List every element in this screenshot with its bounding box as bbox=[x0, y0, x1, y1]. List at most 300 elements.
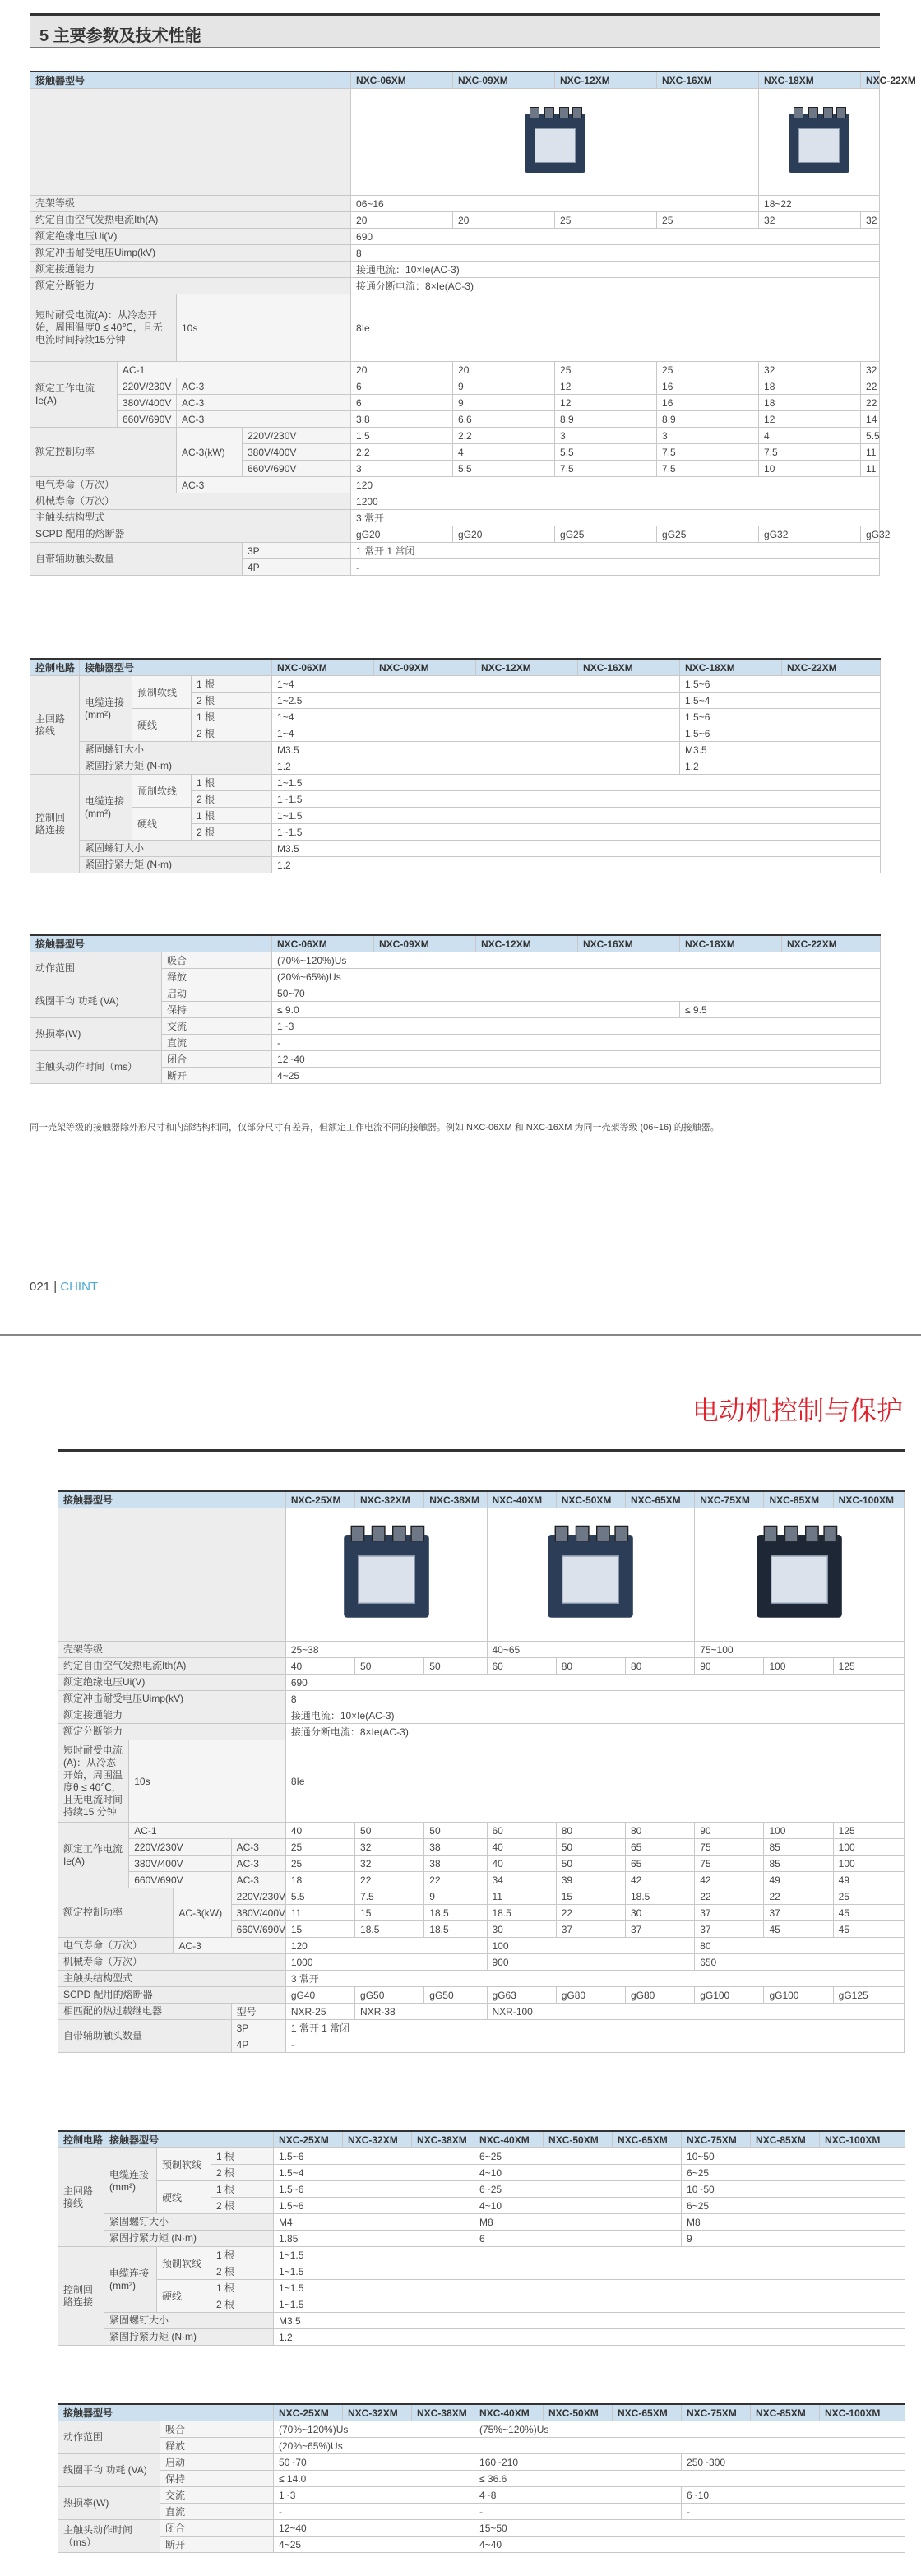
cell: 1~1.5 bbox=[274, 2296, 905, 2313]
row-label: 自带辅助触头数量 bbox=[30, 543, 243, 576]
cell: 65 bbox=[625, 1856, 694, 1872]
cell: 1.5~4 bbox=[274, 2165, 474, 2181]
cell: 11 bbox=[861, 444, 880, 461]
model-col: NXC-25XM bbox=[274, 2131, 343, 2148]
cell: 40~65 bbox=[487, 1642, 695, 1658]
header-model: 接触器型号 bbox=[30, 935, 272, 952]
cell: 1~3 bbox=[274, 2487, 474, 2504]
cell: gG40 bbox=[285, 1987, 354, 2004]
row-label: SCPD 配用的熔断器 bbox=[30, 526, 351, 543]
model-col: NXC-25XM bbox=[274, 2404, 343, 2421]
cell: 4 bbox=[759, 428, 861, 444]
page-number: 021 | CHINT bbox=[30, 1280, 99, 1294]
model-col: NXC-100XM bbox=[820, 2404, 905, 2421]
model-col: NXC-22XM bbox=[782, 935, 881, 952]
row-label: 紧固拧紧力矩 (N·m) bbox=[104, 2231, 274, 2247]
cell: 16 bbox=[657, 378, 759, 395]
model-col: NXC-32XM bbox=[343, 2404, 412, 2421]
model-col: NXC-06XM bbox=[272, 659, 374, 676]
cell: 25 bbox=[285, 1839, 354, 1856]
cell: 40 bbox=[487, 1839, 556, 1856]
cell: 1200 bbox=[351, 493, 880, 510]
cell: 7.5 bbox=[759, 444, 861, 461]
cell: 型号 bbox=[231, 2004, 285, 2020]
cell: 8Ie bbox=[351, 294, 880, 362]
cell: 2 根 bbox=[192, 824, 272, 841]
cell: 6 bbox=[474, 2231, 682, 2247]
cell: 接通分断电流：8×Ie(AC-3) bbox=[351, 278, 880, 294]
cell: AC-3 bbox=[177, 411, 351, 428]
cell: 1 常开 1 常闭 bbox=[351, 543, 880, 559]
cell: 50 bbox=[424, 1823, 487, 1839]
cell: 380V/400V bbox=[129, 1856, 231, 1872]
cell: 6~25 bbox=[682, 2165, 905, 2181]
cell: 1.2 bbox=[272, 758, 680, 775]
model-col: NXC-50XM bbox=[556, 1491, 625, 1508]
cell: 15 bbox=[355, 1905, 424, 1921]
cell: M3.5 bbox=[272, 841, 881, 857]
cell: 660V/690V bbox=[129, 1872, 231, 1888]
contactor-photo bbox=[539, 1523, 642, 1627]
cell: (70%~120%)Us bbox=[272, 952, 881, 969]
cell: 18 bbox=[759, 395, 861, 411]
cell: 11 bbox=[487, 1888, 556, 1905]
frame-value: 06~16 bbox=[351, 196, 759, 212]
model-col: NXC-50XM bbox=[544, 2404, 613, 2421]
cell: 3P bbox=[231, 2020, 285, 2036]
cell: 1.5~6 bbox=[680, 676, 881, 693]
cell: 85 bbox=[764, 1839, 833, 1856]
cell: 16 bbox=[657, 395, 759, 411]
row-label: 电缆连接(mm²) bbox=[80, 775, 132, 841]
row-label: 约定自由空气发热电流Ith(A) bbox=[30, 212, 351, 229]
cell: 25 bbox=[657, 212, 759, 229]
title-rule bbox=[58, 1449, 905, 1452]
cell: 60 bbox=[487, 1823, 556, 1839]
cell: 20 bbox=[453, 212, 555, 229]
cell: NXR-38 bbox=[355, 2004, 487, 2020]
cell: 7.5 bbox=[355, 1888, 424, 1905]
cell: gG20 bbox=[453, 526, 555, 543]
cell: 49 bbox=[833, 1872, 904, 1888]
row-label: 额定接通能力 bbox=[58, 1707, 286, 1724]
cell: 32 bbox=[759, 362, 861, 378]
model-col: NXC-50XM bbox=[544, 2131, 613, 2148]
cell: 8 bbox=[285, 1691, 904, 1707]
cell: 4P bbox=[243, 559, 351, 576]
cell: 直流 bbox=[160, 2504, 274, 2520]
cell: 30 bbox=[487, 1921, 556, 1938]
header-ctrl: 控制电路 bbox=[30, 659, 80, 676]
cell: 10~50 bbox=[682, 2148, 905, 2165]
cell: 4~10 bbox=[474, 2198, 682, 2214]
cell: 37 bbox=[695, 1905, 764, 1921]
cell: 690 bbox=[351, 229, 880, 245]
row-label: 主触头结构型式 bbox=[30, 510, 351, 526]
model-col: NXC-18XM bbox=[759, 72, 861, 89]
cell: gG100 bbox=[764, 1987, 833, 2004]
row-label: 紧固螺钉大小 bbox=[80, 841, 272, 857]
cell: - bbox=[272, 1035, 881, 1051]
cell: 5.5 bbox=[555, 444, 657, 461]
model-col: NXC-32XM bbox=[355, 1491, 424, 1508]
page-title: 电动机控制与保护 bbox=[692, 1396, 903, 1425]
row-label: 额定分断能力 bbox=[58, 1724, 286, 1740]
cell: (75%~120%)Us bbox=[474, 2421, 905, 2438]
photo-label-cell bbox=[30, 89, 351, 196]
cell: 37 bbox=[556, 1921, 625, 1938]
cell: 25 bbox=[555, 212, 657, 229]
cell: 1.5~6 bbox=[274, 2181, 474, 2198]
row-label: 相匹配的热过载继电器 bbox=[58, 2004, 232, 2020]
cell: 交流 bbox=[160, 2487, 274, 2504]
model-col: NXC-18XM bbox=[680, 935, 782, 952]
cell: 25 bbox=[555, 362, 657, 378]
row-label: 自带辅助触头数量 bbox=[58, 2020, 232, 2053]
row-label: 紧固螺钉大小 bbox=[104, 2214, 274, 2231]
cell: 11 bbox=[861, 461, 880, 477]
cell: 1~1.5 bbox=[272, 791, 881, 808]
cell: 12 bbox=[555, 378, 657, 395]
row-label: 短时耐受电流(A)：从冷态开始，周围温度θ ≤ 40℃，且无电流时间持续15 分钟 bbox=[58, 1740, 129, 1823]
cell: 1 根 bbox=[192, 775, 272, 791]
header-ctrl: 控制电路 bbox=[58, 2131, 104, 2148]
cell: 3.8 bbox=[351, 411, 453, 428]
cell: 1~1.5 bbox=[272, 775, 881, 791]
cell: 690 bbox=[285, 1675, 904, 1691]
cell: 1 常开 1 常闭 bbox=[285, 2020, 904, 2036]
cell: 15~50 bbox=[474, 2520, 905, 2537]
cell: 32 bbox=[759, 212, 861, 229]
cell: M3.5 bbox=[272, 742, 680, 758]
frame-value: 18~22 bbox=[759, 196, 880, 212]
wiring-table bbox=[30, 658, 881, 873]
cell: 硬线 bbox=[157, 2181, 211, 2214]
cell: M3.5 bbox=[274, 2313, 905, 2329]
model-col: NXC-40XM bbox=[474, 2131, 544, 2148]
cell: 30 bbox=[625, 1905, 694, 1921]
cell: 32 bbox=[861, 362, 880, 378]
cell: 18 bbox=[285, 1872, 354, 1888]
cell: 6~10 bbox=[682, 2487, 905, 2504]
header-model: 接触器型号 bbox=[58, 2404, 274, 2421]
cell: AC-1 bbox=[129, 1823, 286, 1839]
cell: 18 bbox=[759, 378, 861, 395]
row-label: 电缆连接(mm²) bbox=[104, 2148, 157, 2214]
product-image-cell bbox=[285, 1508, 487, 1642]
cell: 42 bbox=[695, 1872, 764, 1888]
cell: gG20 bbox=[351, 526, 453, 543]
model-col: NXC-100XM bbox=[820, 2131, 905, 2148]
cell: 380V/400V bbox=[118, 395, 177, 411]
row-label: 线圈平均 功耗 (VA) bbox=[58, 2454, 160, 2487]
contactor-photo bbox=[518, 105, 592, 179]
cell: 18.5 bbox=[625, 1888, 694, 1905]
product-image-cell bbox=[351, 89, 759, 196]
model-col: NXC-85XM bbox=[764, 1491, 833, 1508]
row-label: 线圈平均 功耗 (VA) bbox=[30, 985, 162, 1018]
cell: M8 bbox=[682, 2214, 905, 2231]
cell: 10~50 bbox=[682, 2181, 905, 2198]
spec-table-main bbox=[30, 71, 916, 576]
cell: 75 bbox=[695, 1856, 764, 1872]
cell: - bbox=[285, 2036, 904, 2053]
cell: 25~38 bbox=[285, 1642, 487, 1658]
cell: 125 bbox=[833, 1823, 904, 1839]
cell: 18.5 bbox=[355, 1921, 424, 1938]
cell: 1.5~6 bbox=[274, 2148, 474, 2165]
row-label: 主触头动作时间（ms） bbox=[30, 1051, 162, 1084]
cell: 断开 bbox=[160, 2537, 274, 2553]
cell: gG32 bbox=[861, 526, 880, 543]
row-label: 机械寿命（万次） bbox=[30, 493, 351, 510]
cell: 45 bbox=[833, 1921, 904, 1938]
cell: 4~10 bbox=[474, 2165, 682, 2181]
cell: 100 bbox=[764, 1658, 833, 1675]
row-label: 紧固拧紧力矩 (N·m) bbox=[104, 2329, 274, 2346]
cell: 80 bbox=[556, 1658, 625, 1675]
cell: 15 bbox=[556, 1888, 625, 1905]
cell: (20%~65%)Us bbox=[272, 969, 881, 985]
cell: 100 bbox=[764, 1823, 833, 1839]
row-label: 机械寿命（万次） bbox=[58, 1954, 286, 1971]
cell: 4~8 bbox=[474, 2487, 682, 2504]
cell: gG80 bbox=[625, 1987, 694, 2004]
model-col: NXC-22XM bbox=[861, 72, 880, 89]
row-label: 紧固拧紧力矩 (N·m) bbox=[80, 857, 272, 873]
row-label: 控制回路连接 bbox=[58, 2247, 104, 2346]
row-label: 短时耐受电流(A)：从冷态开始，周围温度θ ≤ 40℃，且无电流时间持续15分钟 bbox=[30, 294, 177, 362]
product-image-cell bbox=[759, 89, 880, 196]
cell: 100 bbox=[833, 1839, 904, 1856]
model-col: NXC-100XM bbox=[833, 1491, 904, 1508]
model-col: NXC-85XM bbox=[751, 2131, 820, 2148]
cell: 1.5~6 bbox=[274, 2198, 474, 2214]
cell: - bbox=[682, 2504, 905, 2520]
model-col: NXC-16XM bbox=[578, 935, 680, 952]
cell: 9 bbox=[453, 378, 555, 395]
catalog-page-022 bbox=[0, 1349, 921, 2576]
contactor-photo bbox=[335, 1523, 438, 1627]
cell: 20 bbox=[453, 362, 555, 378]
row-label: 电气寿命（万次） bbox=[58, 1938, 174, 1954]
cell: 8Ie bbox=[285, 1740, 904, 1823]
cell: 7.5 bbox=[555, 461, 657, 477]
cell: 1.2 bbox=[680, 758, 881, 775]
cell: 220V/230V bbox=[118, 378, 177, 395]
cell: gG63 bbox=[487, 1987, 556, 2004]
model-col: NXC-38XM bbox=[412, 2404, 474, 2421]
row-label: 紧固螺钉大小 bbox=[104, 2313, 274, 2329]
row-label: SCPD 配用的熔断器 bbox=[58, 1987, 286, 2004]
cell: AC-3 bbox=[174, 1938, 285, 1954]
row-label: 主触头动作时间（ms） bbox=[58, 2520, 160, 2553]
model-col: NXC-09XM bbox=[374, 659, 476, 676]
cell: 32 bbox=[355, 1856, 424, 1872]
model-col: NXC-32XM bbox=[343, 2131, 412, 2148]
cell: 3 bbox=[657, 428, 759, 444]
cell: 接通电流：10×Ie(AC-3) bbox=[351, 262, 880, 278]
photo-label-cell bbox=[58, 1508, 286, 1642]
cell: 1~2.5 bbox=[272, 693, 680, 709]
cell: gG25 bbox=[657, 526, 759, 543]
cell: 85 bbox=[764, 1856, 833, 1872]
cell: 40 bbox=[487, 1856, 556, 1872]
cell: 5.5 bbox=[285, 1888, 354, 1905]
row-label: 额定绝缘电压Ui(V) bbox=[58, 1675, 286, 1691]
cell: 32 bbox=[355, 1839, 424, 1856]
cell: 闭合 bbox=[162, 1051, 272, 1068]
cell: 1~1.5 bbox=[274, 2247, 905, 2263]
cell: 启动 bbox=[160, 2454, 274, 2471]
model-col: NXC-12XM bbox=[476, 935, 578, 952]
cell: 38 bbox=[424, 1839, 487, 1856]
cell: 50~70 bbox=[274, 2454, 474, 2471]
cell: 断开 bbox=[162, 1068, 272, 1084]
cell: 闭合 bbox=[160, 2520, 274, 2537]
cell: 125 bbox=[833, 1658, 904, 1675]
cell: 90 bbox=[695, 1658, 764, 1675]
cell: 预制软线 bbox=[132, 676, 192, 709]
cell: 25 bbox=[657, 362, 759, 378]
cell: 900 bbox=[487, 1954, 695, 1971]
cell: 160~210 bbox=[474, 2454, 682, 2471]
row-label: 电缆连接(mm²) bbox=[80, 676, 132, 742]
row-label: 紧固螺钉大小 bbox=[80, 742, 272, 758]
row-label: 控制回路连接 bbox=[30, 775, 80, 873]
cell: 60 bbox=[487, 1658, 556, 1675]
model-col: NXC-25XM bbox=[285, 1491, 354, 1508]
row-label: 额定工作电流Ie(A) bbox=[30, 362, 118, 428]
model-col: NXC-18XM bbox=[680, 659, 782, 676]
cell: 1 根 bbox=[192, 709, 272, 725]
model-col: NXC-06XM bbox=[351, 72, 453, 89]
cell: - bbox=[274, 2504, 474, 2520]
header-model: 接触器型号 bbox=[58, 1491, 286, 1508]
cell: 1.85 bbox=[274, 2231, 474, 2247]
model-col: NXC-09XM bbox=[453, 72, 555, 89]
cell: 1.5 bbox=[351, 428, 453, 444]
cell: 6.6 bbox=[453, 411, 555, 428]
coil-table bbox=[58, 2403, 905, 2553]
cell: 50 bbox=[556, 1839, 625, 1856]
cell: 80 bbox=[625, 1658, 694, 1675]
contactor-photo bbox=[782, 105, 856, 179]
row-label: 热损率(W) bbox=[58, 2487, 160, 2520]
cell: gG32 bbox=[759, 526, 861, 543]
model-col: NXC-09XM bbox=[374, 935, 476, 952]
page-separator bbox=[0, 1334, 921, 1349]
cell: 50 bbox=[556, 1856, 625, 1872]
row-label: 动作范围 bbox=[30, 952, 162, 985]
cell: 660V/690V bbox=[118, 411, 177, 428]
model-col: NXC-38XM bbox=[424, 1491, 487, 1508]
cell: 12 bbox=[759, 411, 861, 428]
cell: 75~100 bbox=[695, 1642, 905, 1658]
cell: 12 bbox=[555, 395, 657, 411]
cell: 65 bbox=[625, 1839, 694, 1856]
cell: 预制软线 bbox=[157, 2247, 211, 2280]
cell: AC-3 bbox=[231, 1872, 285, 1888]
cell: 1~4 bbox=[272, 709, 680, 725]
cell: 1~1.5 bbox=[274, 2280, 905, 2296]
cell: 40 bbox=[285, 1823, 354, 1839]
cell: AC-3 bbox=[177, 477, 351, 493]
cell: 32 bbox=[861, 212, 880, 229]
cell: 1~3 bbox=[272, 1018, 881, 1035]
cell: 1.5~6 bbox=[680, 709, 881, 725]
cell: 37 bbox=[625, 1921, 694, 1938]
cell: NXR-100 bbox=[487, 2004, 905, 2020]
cell: 45 bbox=[833, 1905, 904, 1921]
coil-table bbox=[30, 934, 881, 1084]
cell: AC-3 bbox=[177, 378, 351, 395]
model-col: NXC-16XM bbox=[657, 72, 759, 89]
cell: 2 根 bbox=[211, 2165, 274, 2181]
cell: 3 bbox=[555, 428, 657, 444]
cell: 37 bbox=[695, 1921, 764, 1938]
row-label: 主触头结构型式 bbox=[58, 1971, 286, 1987]
cell: ≤ 9.0 bbox=[272, 1002, 680, 1018]
wiring-table bbox=[58, 2130, 905, 2346]
cell: 4~40 bbox=[474, 2537, 905, 2553]
cell: 7.5 bbox=[657, 444, 759, 461]
cell: 7.5 bbox=[657, 461, 759, 477]
cell: 6~25 bbox=[682, 2198, 905, 2214]
cell: 660V/690V bbox=[243, 461, 351, 477]
model-col: NXC-40XM bbox=[487, 1491, 556, 1508]
cell: 18.5 bbox=[424, 1905, 487, 1921]
cell: AC-3(kW) bbox=[177, 428, 243, 477]
cell: 25 bbox=[833, 1888, 904, 1905]
model-col: NXC-85XM bbox=[751, 2404, 820, 2421]
section-title: 5 主要参数及技术性能 bbox=[30, 13, 880, 48]
cell: 1.5~4 bbox=[680, 693, 881, 709]
cell: 2.2 bbox=[351, 444, 453, 461]
cell: 80 bbox=[556, 1823, 625, 1839]
cell: 22 bbox=[556, 1905, 625, 1921]
row-label: 热损率(W) bbox=[30, 1018, 162, 1051]
cell: 25 bbox=[285, 1856, 354, 1872]
cell: 1~4 bbox=[272, 725, 680, 742]
cell: 2 根 bbox=[211, 2296, 274, 2313]
cell: 9 bbox=[682, 2231, 905, 2247]
cell: 1.2 bbox=[272, 857, 881, 873]
cell: gG100 bbox=[695, 1987, 764, 2004]
cell: 12~40 bbox=[272, 1051, 881, 1068]
cell: - bbox=[474, 2504, 682, 2520]
cell: 650 bbox=[695, 1954, 905, 1971]
cell: 5.5 bbox=[453, 461, 555, 477]
cell: 2.2 bbox=[453, 428, 555, 444]
row-label: 额定控制功率 bbox=[30, 428, 177, 477]
row-label: 紧固拧紧力矩 (N·m) bbox=[80, 758, 272, 775]
cell: 660V/690V bbox=[231, 1921, 285, 1938]
row-label: 额定绝缘电压Ui(V) bbox=[30, 229, 351, 245]
cell: 11 bbox=[285, 1905, 354, 1921]
footnote: 同一壳架等级的接触器除外形尺寸和内部结构相同，仅部分尺寸有差异，但额定工作电流不同的接触器。例如 NXC-06XM 和 NXC-16XM 为同一壳架等级 (06~16) 的接触器。 bbox=[30, 1123, 720, 1133]
cell: 50~70 bbox=[272, 985, 881, 1002]
cell: 吸合 bbox=[162, 952, 272, 969]
cell: 20 bbox=[351, 362, 453, 378]
row-label: 额定工作电流Ie(A) bbox=[58, 1823, 129, 1888]
cell: NXR-25 bbox=[285, 2004, 354, 2020]
cell: 释放 bbox=[162, 969, 272, 985]
model-col: NXC-65XM bbox=[613, 2404, 682, 2421]
cell: 2 根 bbox=[192, 791, 272, 808]
cell: 预制软线 bbox=[157, 2148, 211, 2181]
cell: 220V/230V bbox=[243, 428, 351, 444]
